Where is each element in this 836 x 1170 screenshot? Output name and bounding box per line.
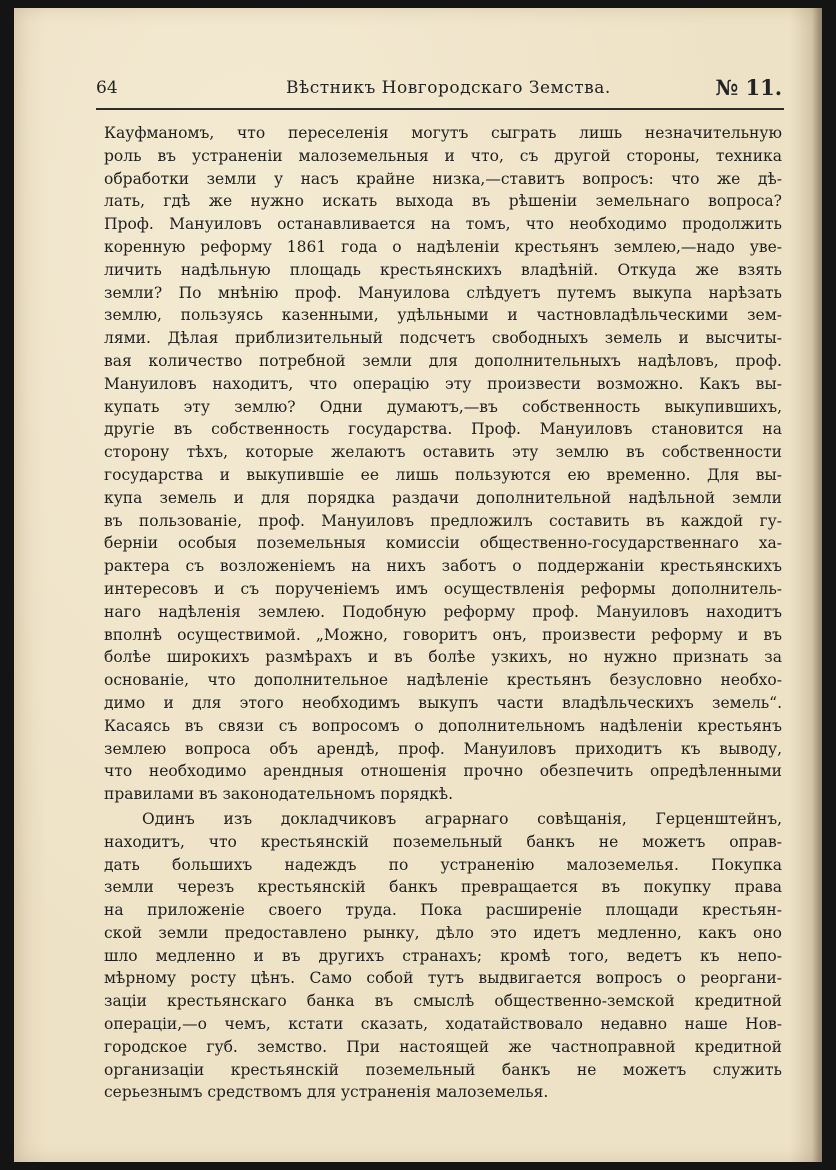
text-line: городское губ. земство. При настоящей же частноправной кредитной (104, 1037, 782, 1056)
text-line: Кауфманомъ, что переселенія могутъ сыграть лишь незначительную (104, 124, 782, 142)
text-line: купать эту землю? Одни думаютъ,—въ собственность выкупившихъ, (104, 397, 782, 416)
text-line: купа земель и для порядка раздачи дополнительной надѣльной земли (104, 488, 782, 507)
page-number: 64 (96, 78, 118, 98)
text-line: наго надѣленія землею. Подобную реформу проф. Мануиловъ находитъ (104, 602, 782, 621)
paragraph-last-line: серьезнымъ средствомъ для устраненія малоземелья. (104, 1083, 549, 1102)
text-line: находитъ, что крестьянскій поземельный банкъ не можетъ оправ- (104, 832, 782, 851)
text-line: лать, гдѣ же нужно искать выхода въ рѣшеніи земельнаго вопроса? (104, 192, 782, 211)
body-text (104, 122, 782, 1104)
text-line: интересовъ и съ порученіемъ имъ осуществленія реформы дополнитель- (104, 579, 782, 598)
text-line: государства и выкупившіе ее лишь пользуются ею временно. Для вы- (104, 465, 782, 484)
paragraph-last-line: правилами въ законодательномъ порядкѣ. (104, 785, 454, 804)
text-line: что необходимо арендныя отношенія прочно обезпечить опредѣленными (104, 762, 782, 781)
text-line: обработки земли у насъ крайне низка,—ставитъ вопросъ: что же дѣ- (104, 169, 782, 188)
text-line: ской земли предоставлено рынку, дѣло это идетъ медленно, какъ оно (104, 923, 782, 942)
text-line: димо и для этого необходимъ выкупъ части владѣльческихъ земель“. (104, 693, 782, 712)
text-line: Проф. Мануиловъ останавливается на томъ, что необходимо продолжить (104, 215, 782, 234)
text-line: въ пользованіе, проф. Мануиловъ предложилъ составить въ каждой гу- (104, 511, 782, 530)
page-edge-shadow (812, 8, 822, 1162)
text-line: организаціи крестьянскій поземельный банкъ не можетъ служить (104, 1060, 782, 1079)
text-line: Касаясь въ связи съ вопросомъ о дополнительномъ надѣленіи крестьянъ (104, 716, 782, 735)
text-line: Мануиловъ находитъ, что операцію эту произвести возможно. Какъ вы- (104, 374, 782, 393)
paragraph-first-line: Одинъ изъ докладчиковъ аграрнаго совѣщанія, Герценштейнъ, (142, 809, 782, 828)
text-line: заціи крестьянскаго банка въ смыслѣ общественно-земской кредитной (104, 992, 782, 1011)
text-line: шло медленно и въ другихъ странахъ; кромѣ того, ведетъ къ непо- (104, 946, 782, 965)
text-line: мѣрному росту цѣнъ. Само собой тутъ выдвигается вопросъ о реоргани- (104, 969, 782, 988)
text-line: землею вопроса объ арендѣ, проф. Мануиловъ приходитъ къ выводу, (104, 739, 782, 758)
text-line: личить надѣльную площадь крестьянскихъ владѣній. Откуда же взять (104, 260, 782, 279)
text-line: земли черезъ крестьянскій банкъ превращается въ покупку права (104, 878, 782, 897)
text-line: вполнѣ осуществимой. „Можно, говоритъ онъ, произвести реформу и въ (104, 625, 782, 644)
text-line: сторону тѣхъ, которые желаютъ оставить эту землю въ собственности (104, 443, 782, 462)
text-line: на приложеніе своего труда. Пока расширеніе площади крестьян- (104, 901, 782, 920)
text-line: берніи особыя поземельныя комиссіи общественно-государственнаго ха- (104, 534, 782, 553)
text-line: основаніе, что дополнительное надѣленіе крестьянъ безусловно необхо- (104, 671, 782, 690)
text-line: земли? По мнѣнію проф. Мануилова слѣдуетъ путемъ выкупа нарѣзать (104, 283, 782, 302)
text-line: коренную реформу 1861 года о надѣленіи крестьянъ землею,—надо уве- (104, 237, 782, 256)
text-line: другіе въ собственность государства. Проф. Мануиловъ становится на (104, 420, 782, 439)
text-line: роль въ устраненіи малоземельныя и что, съ другой стороны, техника (104, 146, 782, 165)
journal-title: Вѣстникъ Новгородскаго Земства. (286, 78, 611, 98)
header-rule (96, 108, 784, 110)
text-line: рактера съ возложеніемъ на нихъ заботъ о поддержаніи крестьянскихъ (104, 557, 782, 576)
text-line: землю, пользуясь казенными, удѣльными и частновладѣльческими зем- (104, 306, 782, 325)
text-line: дать большихъ надеждъ по устраненію малоземелья. Покупка (104, 855, 782, 874)
text-line: лями. Дѣлая приблизительный подсчетъ свободныхъ земель и высчиты- (104, 329, 782, 348)
text-line: болѣе широкихъ размѣрахъ и въ болѣе узкихъ, но нужно признать за (104, 648, 782, 667)
issue-number: № 11. (715, 75, 782, 100)
running-header (96, 74, 782, 104)
scanned-page (14, 8, 822, 1162)
text-line: операціи,—о чемъ, кстати сказать, ходатайствовало недавно наше Нов- (104, 1015, 782, 1034)
text-line: вая количество потребной земли для дополнительныхъ надѣловъ, проф. (104, 351, 782, 370)
